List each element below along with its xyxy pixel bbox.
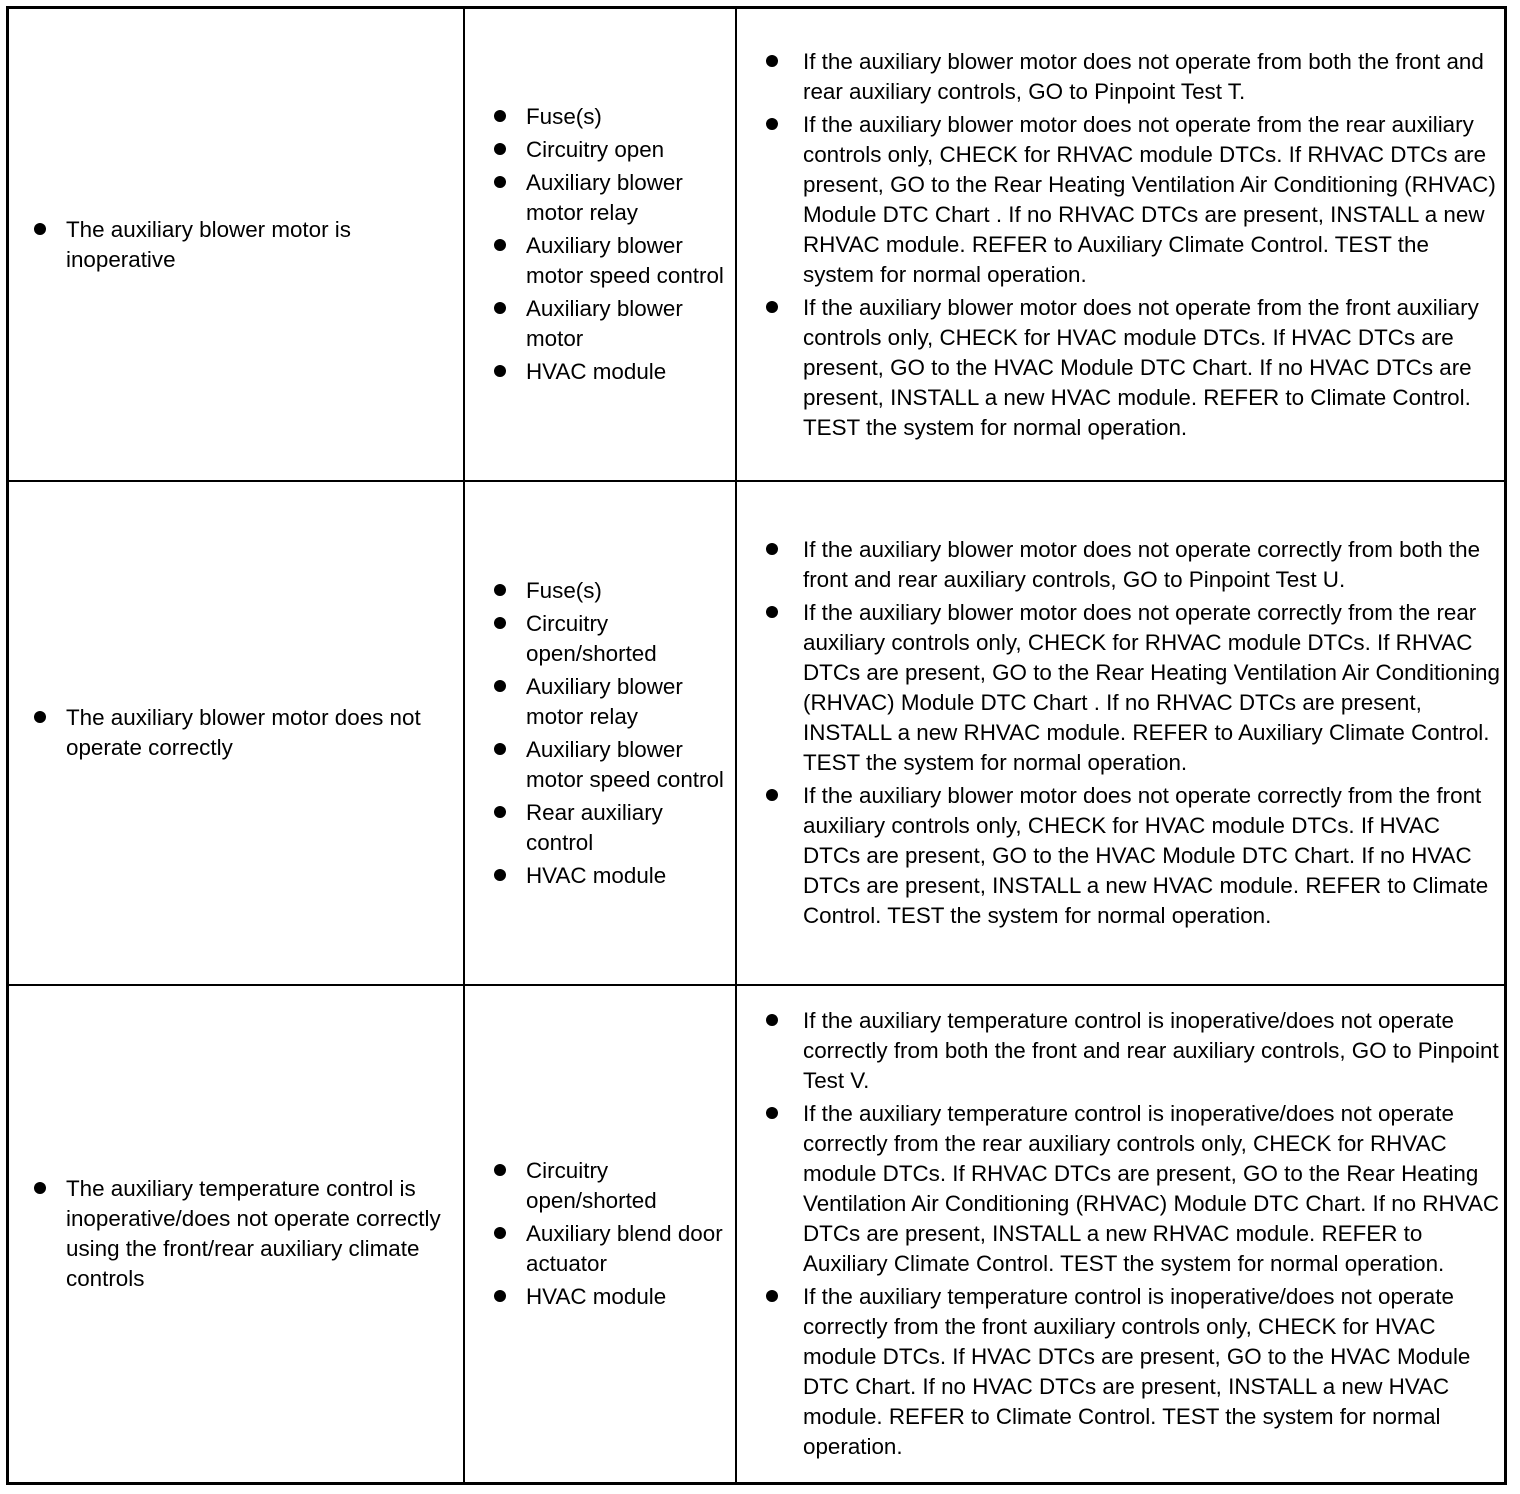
condition-cell [9,9,465,480]
source-text: Auxiliary blend door actuator [526,1221,723,1276]
sources-list [491,102,731,387]
action-cell [737,482,1504,984]
list-item [763,1099,1500,1279]
source-text: Auxiliary blower motor relay [526,673,683,729]
source-text: Rear auxiliary control [526,799,663,855]
bullet-icon [494,617,506,629]
list-item [763,1006,1500,1096]
table-row [9,986,1504,1482]
list-item [491,735,731,795]
bullet-icon [34,223,46,235]
bullet-icon [766,1107,778,1119]
action-text: If the auxiliary blower motor does not operate from the front auxiliary controls only, CHECK for HVAC module DTCs. If HVAC DTCs are present, GO to the HVAC Module DTC Chart. If no HVAC DTCs are present, INSTALL a new HVAC module. REFER to Climate Control. TEST the system for normal operation. [803,294,1479,440]
source-text: Auxiliary blower motor relay [526,170,683,225]
bullet-icon [766,1014,778,1026]
actions-list [763,47,1500,443]
action-text: If the auxiliary temperature control is inoperative/does not operate correctly from both the front and rear auxiliary controls, GO to Pinpoint Test V. [803,1008,1499,1093]
sources-list [491,576,731,891]
condition-list [31,215,459,275]
bullet-icon [34,711,46,723]
actions-list [763,1006,1500,1462]
sources-list [491,1156,731,1312]
source-text: Auxiliary blower motor [526,296,683,351]
list-item [31,703,459,763]
bullet-icon [494,110,506,122]
list-item [31,1174,459,1294]
bullet-icon [494,806,506,818]
condition-text: The auxiliary temperature control is inoperative/does not operate correctly using the front/rear auxiliary climate controls [66,1176,441,1291]
action-text: If the auxiliary blower motor does not operate from the rear auxiliary controls only, CHECK for RHVAC module DTCs. If RHVAC DTCs are present, GO to the Rear Heating Ventilation Air Conditioning (RHVAC) Module DTC Chart . If no RHVAC DTCs are present, INSTALL a new RHVAC module. REFER to Auxiliary Climate Control. TEST the system for normal operation. [803,111,1496,287]
source-text: Auxiliary blower motor speed control [526,233,724,288]
source-text: Circuitry open [526,137,665,162]
bullet-icon [766,543,778,555]
condition-text: The auxiliary blower motor does not operate correctly [66,705,421,760]
bullet-icon [494,869,506,881]
source-text: Fuse(s) [526,104,602,129]
source-text: HVAC module [526,359,667,384]
condition-list [31,1174,459,1294]
list-item [491,231,731,291]
table-row [9,9,1504,482]
list-item [763,47,1500,107]
source-text: HVAC module [526,862,667,888]
action-text: If the auxiliary blower motor does not operate correctly from the rear auxiliary controls only, CHECK for RHVAC module DTCs. If RHVAC DTCs are present, GO to the Rear Heating Ventilation Air Conditioning (RHVAC) Module DTC Chart . If no RHVAC DTCs are present, INSTALL a new RHVAC module. REFER to Auxiliary Climate Control. TEST the system for normal operation. [803,600,1500,775]
list-item [763,110,1500,290]
action-cell [737,9,1504,480]
bullet-icon [494,176,506,188]
list-item [491,609,731,669]
list-item [491,168,731,228]
bullet-icon [766,301,778,313]
list-item [491,1282,731,1312]
bullet-icon [766,789,778,801]
list-item [763,293,1500,443]
list-item [763,598,1500,778]
bullet-icon [494,1164,506,1176]
bullet-icon [34,1182,46,1194]
action-text: If the auxiliary blower motor does not operate correctly from the front auxiliary controls only, CHECK for HVAC module DTCs. If HVAC DTCs are present, GO to the HVAC Module DTC Chart. If no HVAC DTCs are present, INSTALL a new HVAC module. REFER to Climate Control. TEST the system for normal operation. [803,783,1489,928]
list-item [763,1282,1500,1462]
condition-text: The auxiliary blower motor is inoperative [66,216,351,272]
bullet-icon [494,143,506,155]
bullet-icon [494,680,506,692]
list-item [763,781,1500,931]
bullet-icon [766,118,778,130]
possible-sources-cell [465,9,737,480]
list-item [491,357,731,387]
bullet-icon [494,1290,506,1302]
condition-cell [9,482,465,984]
source-text: Circuitry open/shorted [526,610,657,666]
bullet-icon [766,1290,778,1302]
bullet-icon [494,365,506,377]
source-text: Fuse(s) [526,577,602,603]
source-text: Auxiliary blower motor speed control [526,736,724,792]
action-text: If the auxiliary blower motor does not operate from both the front and rear auxiliary controls, GO to Pinpoint Test T. [803,48,1484,104]
condition-list [31,703,459,763]
bullet-icon [766,606,778,618]
bullet-icon [494,302,506,314]
list-item [31,215,459,275]
table-row [9,482,1504,986]
list-item [491,135,731,165]
source-text: Circuitry open/shorted [526,1158,657,1213]
possible-sources-cell [465,986,737,1482]
action-cell [737,986,1504,1482]
list-item [763,535,1500,595]
source-text: HVAC module [526,1284,667,1309]
list-item [491,861,731,891]
list-item [491,1219,731,1279]
bullet-icon [494,584,506,596]
condition-cell [9,986,465,1482]
list-item [491,1156,731,1216]
symptom-chart-table [6,6,1507,1485]
list-item [491,102,731,132]
possible-sources-cell [465,482,737,984]
action-text: If the auxiliary blower motor does not operate correctly from both the front and rear auxiliary controls, GO to Pinpoint Test U. [803,537,1481,592]
action-text: If the auxiliary temperature control is inoperative/does not operate correctly from the rear auxiliary controls only, CHECK for RHVAC module DTCs. If RHVAC DTCs are present, GO to the Rear Heating Ventilation Air Conditioning (RHVAC) Module DTC Chart. If no RHVAC DTCs are present, INSTALL a new RHVAC module. REFER to Auxiliary Climate Control. TEST the system for normal operation. [803,1101,1500,1276]
bullet-icon [494,239,506,251]
bullet-icon [766,55,778,67]
list-item [491,672,731,732]
actions-list [763,535,1500,931]
bullet-icon [494,743,506,755]
list-item [491,294,731,354]
action-text: If the auxiliary temperature control is inoperative/does not operate correctly from the front auxiliary controls only, CHECK for HVAC module DTCs. If HVAC DTCs are present, GO to the HVAC Module DTC Chart. If no HVAC DTCs are present, INSTALL a new HVAC module. REFER to Climate Control. TEST the system for normal operation. [803,1284,1471,1459]
list-item [491,798,731,858]
list-item [491,576,731,606]
bullet-icon [494,1227,506,1239]
